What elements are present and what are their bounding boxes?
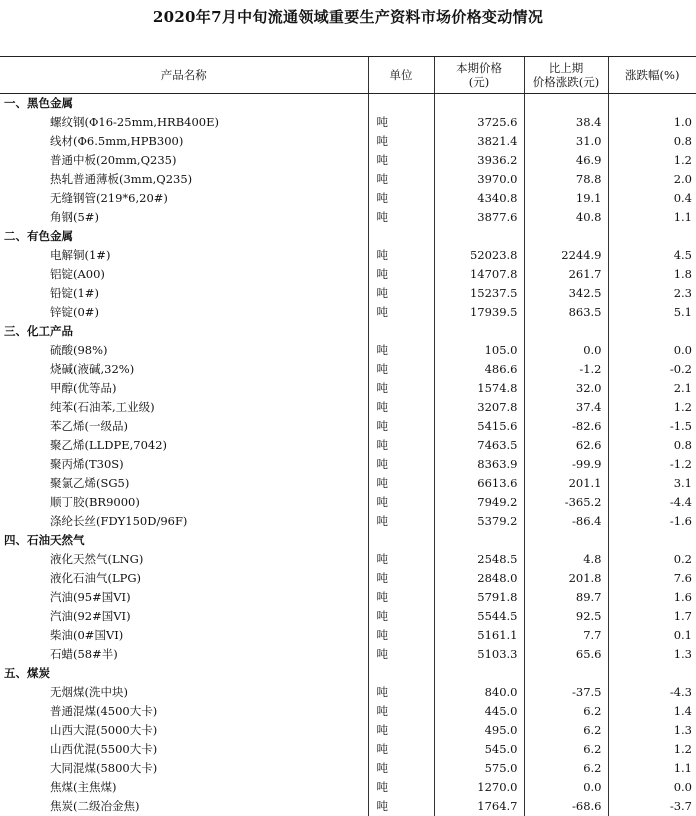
table-row [0,455,696,474]
change-percent-cell: 0.2 [608,550,696,569]
table-row [0,284,696,303]
header-price-change [524,57,608,94]
price-change-cell: 7.7 [524,626,608,645]
unit-cell: 吨 [368,341,434,360]
price-change-cell: -82.6 [524,417,608,436]
product-name-cell: 山西优混(5500大卡) [50,742,158,756]
empty-cell [608,227,696,246]
unit-cell: 吨 [368,626,434,645]
header-product-name [0,57,368,94]
current-price-cell: 5791.8 [434,588,524,607]
header-current-price [434,57,524,94]
current-price-cell: 840.0 [434,683,524,702]
price-change-cell: 40.8 [524,208,608,227]
product-name-cell: 焦煤(主焦煤) [50,780,117,794]
change-percent-cell: 2.1 [608,379,696,398]
product-name-cell: 山西大混(5000大卡) [50,723,158,737]
product-name-cell: 普通中板(20mm,Q235) [50,153,177,167]
unit-cell: 吨 [368,740,434,759]
table-row [0,569,696,588]
product-name-cell: 铅锭(1#) [50,286,99,300]
current-price-cell: 1764.7 [434,797,524,816]
change-percent-cell: 1.2 [608,398,696,417]
change-percent-cell: 1.1 [608,208,696,227]
price-change-cell: -37.5 [524,683,608,702]
unit-cell: 吨 [368,284,434,303]
header-price-change-line1: 比上期 [548,61,584,75]
table-row [0,170,696,189]
unit-cell: 吨 [368,550,434,569]
unit-cell: 吨 [368,151,434,170]
price-change-cell: 6.2 [524,721,608,740]
change-percent-cell: 5.1 [608,303,696,322]
table-header [0,57,696,94]
table-row [0,550,696,569]
product-name-cell: 纯苯(石油苯,工业级) [50,400,155,414]
unit-cell: 吨 [368,702,434,721]
product-name-cell: 热轧普通薄板(3mm,Q235) [50,172,193,186]
empty-cell [434,94,524,114]
unit-cell: 吨 [368,721,434,740]
product-name-cell: 聚乙烯(LLDPE,7042) [50,438,168,452]
unit-cell: 吨 [368,474,434,493]
table-row [0,265,696,284]
price-change-cell: 0.0 [524,341,608,360]
page-title: 2020年7月中旬流通领域重要生产资料市场价格变动情况 [152,8,544,26]
current-price-cell: 15237.5 [434,284,524,303]
current-price-cell: 7463.5 [434,436,524,455]
change-percent-cell: 4.5 [608,246,696,265]
category-name: 三、化工产品 [4,324,73,338]
empty-cell [608,322,696,341]
table-row [0,246,696,265]
product-name-cell: 甲醇(优等品) [50,381,117,395]
current-price-cell: 1574.8 [434,379,524,398]
category-name: 一、黑色金属 [4,96,73,110]
empty-cell [434,531,524,550]
product-name-cell: 螺纹钢(Φ16-25mm,HRB400E) [50,115,220,129]
price-change-cell: 0.0 [524,778,608,797]
unit-cell: 吨 [368,455,434,474]
change-percent-cell: -4.4 [608,493,696,512]
empty-cell [434,664,524,683]
change-percent-cell: 2.3 [608,284,696,303]
current-price-cell: 5544.5 [434,607,524,626]
change-percent-cell: 1.3 [608,645,696,664]
unit-cell: 吨 [368,569,434,588]
price-change-cell: 89.7 [524,588,608,607]
change-percent-cell: 0.8 [608,132,696,151]
product-name-cell: 石蜡(58#半) [50,647,118,661]
change-percent-cell: -0.2 [608,360,696,379]
product-name-cell: 电解铜(1#) [50,248,111,262]
unit-cell: 吨 [368,759,434,778]
current-price-cell: 105.0 [434,341,524,360]
current-price-cell: 3877.6 [434,208,524,227]
empty-cell [434,322,524,341]
header-change-percent-label: 涨跌幅(%) [625,68,680,82]
change-percent-cell: 3.1 [608,474,696,493]
table-row [0,303,696,322]
current-price-cell: 5103.3 [434,645,524,664]
price-change-cell: 342.5 [524,284,608,303]
product-name-cell: 聚氯乙烯(SG5) [50,476,130,490]
unit-cell: 吨 [368,379,434,398]
header-unit [368,57,434,94]
current-price-cell: 3970.0 [434,170,524,189]
price-change-cell: -1.2 [524,360,608,379]
current-price-cell: 5161.1 [434,626,524,645]
price-table-container [0,56,696,816]
product-name-cell: 大同混煤(5800大卡) [50,761,158,775]
change-percent-cell: 1.4 [608,702,696,721]
change-percent-cell: 1.0 [608,113,696,132]
table-row [0,417,696,436]
empty-cell [368,531,434,550]
unit-cell: 吨 [368,189,434,208]
price-change-cell: 261.7 [524,265,608,284]
change-percent-cell: -3.7 [608,797,696,816]
change-percent-cell: 1.7 [608,607,696,626]
product-name-cell: 涤纶长丝(FDY150D/96F) [50,514,188,528]
product-name-cell: 液化天然气(LNG) [50,552,144,566]
table-body [0,94,696,816]
category-name: 四、石油天然气 [4,533,85,547]
change-percent-cell: -4.3 [608,683,696,702]
table-row [0,702,696,721]
table-row [0,683,696,702]
product-name-cell: 苯乙烯(一级品) [50,419,128,433]
current-price-cell: 52023.8 [434,246,524,265]
change-percent-cell: 1.1 [608,759,696,778]
current-price-cell: 3207.8 [434,398,524,417]
table-row [0,626,696,645]
price-change-cell: -86.4 [524,512,608,531]
price-change-cell: 863.5 [524,303,608,322]
unit-cell: 吨 [368,398,434,417]
price-change-cell: 38.4 [524,113,608,132]
unit-cell: 吨 [368,132,434,151]
change-percent-cell: 0.4 [608,189,696,208]
change-percent-cell: -1.2 [608,455,696,474]
table-row [0,512,696,531]
unit-cell: 吨 [368,436,434,455]
table-row [0,379,696,398]
table-row [0,740,696,759]
unit-cell: 吨 [368,797,434,816]
table-row [0,721,696,740]
table-row [0,493,696,512]
product-name-cell: 铝锭(A00) [50,267,105,281]
unit-cell: 吨 [368,683,434,702]
header-product-name-label: 产品名称 [160,68,207,82]
unit-cell: 吨 [368,645,434,664]
category-row [0,94,696,114]
product-name-cell: 汽油(92#国VI) [50,609,131,623]
empty-cell [524,94,608,114]
product-name-cell: 硫酸(98%) [50,343,108,357]
category-row [0,664,696,683]
price-change-cell: -99.9 [524,455,608,474]
product-name-cell: 柴油(0#国VI) [50,628,124,642]
header-unit-label: 单位 [389,68,413,82]
change-percent-cell: 0.0 [608,341,696,360]
unit-cell: 吨 [368,113,434,132]
current-price-cell: 3725.6 [434,113,524,132]
product-name-cell: 锌锭(0#) [50,305,99,319]
price-change-cell: 92.5 [524,607,608,626]
product-name-cell: 顺丁胶(BR9000) [50,495,140,509]
price-change-cell: 6.2 [524,702,608,721]
category-row [0,531,696,550]
empty-cell [368,227,434,246]
empty-cell [608,664,696,683]
category-name: 五、煤炭 [4,666,50,680]
price-change-cell: 78.8 [524,170,608,189]
current-price-cell: 17939.5 [434,303,524,322]
product-name-cell: 线材(Φ6.5mm,HPB300) [50,134,184,148]
price-change-cell: 46.9 [524,151,608,170]
header-row [0,57,696,94]
current-price-cell: 2848.0 [434,569,524,588]
table-row [0,588,696,607]
header-price-change-line2: 价格涨跌(元) [532,75,600,89]
current-price-cell: 14707.8 [434,265,524,284]
price-change-cell: -365.2 [524,493,608,512]
empty-cell [608,531,696,550]
product-name-cell: 汽油(95#国VI) [50,590,131,604]
product-name-cell: 焦炭(二级冶金焦) [50,799,140,813]
unit-cell: 吨 [368,512,434,531]
unit-cell: 吨 [368,607,434,626]
price-change-cell: 19.1 [524,189,608,208]
empty-cell [608,94,696,114]
change-percent-cell: 1.2 [608,740,696,759]
price-change-cell: 65.6 [524,645,608,664]
price-change-cell: 31.0 [524,132,608,151]
current-price-cell: 5415.6 [434,417,524,436]
empty-cell [524,227,608,246]
change-percent-cell: 7.6 [608,569,696,588]
category-name: 二、有色金属 [4,229,73,243]
table-row [0,189,696,208]
unit-cell: 吨 [368,246,434,265]
table-row [0,778,696,797]
empty-cell [524,322,608,341]
current-price-cell: 8363.9 [434,455,524,474]
price-change-cell: 37.4 [524,398,608,417]
empty-cell [524,531,608,550]
table-row [0,360,696,379]
current-price-cell: 6613.6 [434,474,524,493]
change-percent-cell: 1.8 [608,265,696,284]
current-price-cell: 1270.0 [434,778,524,797]
current-price-cell: 495.0 [434,721,524,740]
header-change-percent [608,57,696,94]
current-price-cell: 5379.2 [434,512,524,531]
change-percent-cell: 1.6 [608,588,696,607]
table-row [0,151,696,170]
header-current-price-line1: 本期价格 [456,61,502,75]
table-row [0,341,696,360]
current-price-cell: 3936.2 [434,151,524,170]
change-percent-cell: 1.3 [608,721,696,740]
current-price-cell: 445.0 [434,702,524,721]
product-name-cell: 液化石油气(LPG) [50,571,142,585]
price-change-cell: 4.8 [524,550,608,569]
unit-cell: 吨 [368,208,434,227]
unit-cell: 吨 [368,493,434,512]
change-percent-cell: 0.1 [608,626,696,645]
product-name-cell: 聚丙烯(T30S) [50,457,124,471]
empty-cell [368,322,434,341]
product-name-cell: 烧碱(液碱,32%) [50,362,135,376]
table-row [0,436,696,455]
table-row [0,474,696,493]
current-price-cell: 545.0 [434,740,524,759]
current-price-cell: 2548.5 [434,550,524,569]
price-change-cell: 6.2 [524,759,608,778]
header-current-price-line2: (元) [468,75,490,89]
change-percent-cell: 1.2 [608,151,696,170]
unit-cell: 吨 [368,417,434,436]
empty-cell [368,664,434,683]
unit-cell: 吨 [368,360,434,379]
price-change-cell: 6.2 [524,740,608,759]
empty-cell [368,94,434,114]
change-percent-cell: 2.0 [608,170,696,189]
current-price-cell: 7949.2 [434,493,524,512]
category-row [0,227,696,246]
empty-cell [524,664,608,683]
table-row [0,607,696,626]
product-name-cell: 无烟煤(洗中块) [50,685,128,699]
price-change-cell: 2244.9 [524,246,608,265]
empty-cell [434,227,524,246]
current-price-cell: 486.6 [434,360,524,379]
price-change-cell: 62.6 [524,436,608,455]
table-row [0,132,696,151]
current-price-cell: 4340.8 [434,189,524,208]
table-row [0,398,696,417]
price-table [0,56,696,816]
unit-cell: 吨 [368,303,434,322]
product-name-cell: 无缝钢管(219*6,20#) [50,191,168,205]
table-row [0,113,696,132]
current-price-cell: 3821.4 [434,132,524,151]
product-name-cell: 普通混煤(4500大卡) [50,704,158,718]
unit-cell: 吨 [368,170,434,189]
change-percent-cell: -1.6 [608,512,696,531]
change-percent-cell: 0.0 [608,778,696,797]
price-change-cell: 32.0 [524,379,608,398]
table-row [0,645,696,664]
table-row [0,797,696,816]
price-change-cell: 201.8 [524,569,608,588]
product-name-cell: 角钢(5#) [50,210,99,224]
unit-cell: 吨 [368,778,434,797]
table-row [0,208,696,227]
current-price-cell: 575.0 [434,759,524,778]
change-percent-cell: 0.8 [608,436,696,455]
category-row [0,322,696,341]
table-row [0,759,696,778]
change-percent-cell: -1.5 [608,417,696,436]
unit-cell: 吨 [368,588,434,607]
unit-cell: 吨 [368,265,434,284]
price-change-cell: -68.6 [524,797,608,816]
price-change-cell: 201.1 [524,474,608,493]
